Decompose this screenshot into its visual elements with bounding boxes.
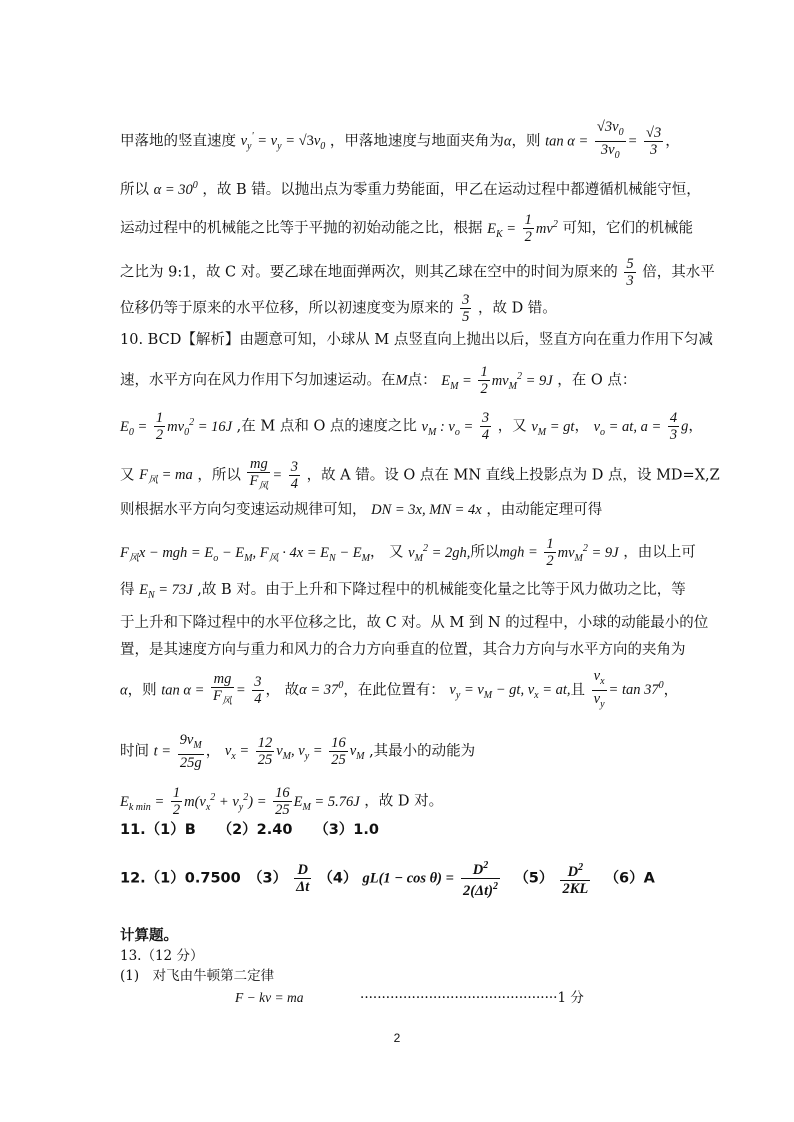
p9-line-2: 所以 $\alpha = 30^0$ ，故 B 错。以抛出点为零重力势能面，甲乙在运动过程中都遵循机械能守恒， <box>120 180 701 198</box>
q13-title: 13.（12 分） <box>120 948 204 964</box>
calc-heading: 计算题。 <box>120 928 178 944</box>
answer-12: 12.（1）0.7500 （3） $\frac{D}{\Delta t}$ （4） gL(1 − cos θ) = $\frac{D^2}{2(\Delta t)^2}$ （5） $\frac{D^2}{2KL}$ （6）A <box>120 860 655 899</box>
q13-equation: F − kv = ma ··············································1 分 <box>235 990 584 1006</box>
p10-line-3: $E_0$ = $\frac{1}{2}$ $mv_0^2 = 16J$ ,在 M 点和 O 点的速度之比 $v_M$ : $v_o$ = $\frac{3}{4}$ ，又 $v_M$ = gt， $v_o$ = at, a = $\frac{4}{3}$ g， <box>120 410 703 443</box>
p10-line-1: 10. BCD【解析】由题意可知，小球从 M 点竖直向上抛出以后，竖直方向在重力作用下匀减 <box>120 332 713 348</box>
answer-11: 11.（1）B （2）2.40 （3）1.0 <box>120 822 379 838</box>
p10-line-9: 置，是其速度方向与重力和风力的合力方向垂直的位置，其合力方向与水平方向的夹角为 <box>120 642 686 658</box>
p10-line-4: 又 $F_风$ = ma ，所以 $\frac{mg}{F_风}$ = $\frac{3}{4}$ ，故 A 错。设 O 点在 MN 直线上投影点为 D 点，设 MD=X,Z <box>120 456 720 492</box>
p9-line-3: 运动过程中的机械能之比等于平抛的初始动能之比，根据 $E_K$ = $\frac{1}{2}$ $mv^2$ 可知，它们的机械能 <box>120 212 693 245</box>
p10-line-5: 则根据水平方向匀变速运动规律可知， DN = 3x, MN = 4x ，由动能定理可得 <box>120 502 603 518</box>
p10-line-2: 速，水平方向在风力作用下匀加速运动。在M点： $E_M$ = $\frac{1}{2}$ $mv_M^2 = 9J$ ，在 O 点： <box>120 364 637 397</box>
q13-part1: (1) 对飞由牛顿第二定律 <box>120 968 275 984</box>
p9-line-5: 位移仍等于原来的水平位移，所以初速度变为原来的 $\frac{3}{5}$ ，故 D 错。 <box>120 292 557 325</box>
p10-line-6: $F_风x$ − mgh = $E_o - E_M$, $F_风 \cdot 4x = E_N - E_M$， 又 $v_M^2 = 2gh$,所以mgh = $\frac{1}{2}$ $mv_M^2 = 9J$ ，由以上可 <box>120 536 696 569</box>
p10-line-10: α，则 tan α = $\frac{mg}{F_风}$ = $\frac{3}{4}$ ， 故$\alpha = 37^0$，在此位置有： $v_y = v_M$ − gt, $v_x$ = at,且 $\frac{v_x}{v_y}$ = $\tan 37^0$， <box>120 668 679 710</box>
p10-line-12: $E_{k min}$ = $\frac{1}{2}$ $m(v_x^2 + v_y^2)$ = $\frac{16}{25}$ $E_M = 5.76J$ ，故 D 对。 <box>120 785 444 818</box>
p10-line-8: 于上升和下降过程中的水平位移之比，故 C 对。从 M 到 N 的过程中，小球的动能最小的位 <box>120 615 709 631</box>
p9-line-1: 甲落地的竖直速度 $v_y' = v_y = √3v_0$ ，甲落地速度与地面夹角为α，则 tan α = $\frac{√3v_0}{3v_0}$ = $\frac{√3}{3}$ ， <box>120 119 680 161</box>
p10-line-7: 得 $E_N = 73J$ ,故 B 对。由于上升和下降过程中的机械能变化量之比等于风力做功之比，等 <box>120 582 686 601</box>
p9-line-4: 之比为 9:1，故 C 对。要乙球在地面弹两次，则其乙球在空中的时间为原来的 $\frac{5}{3}$ 倍，其水平 <box>120 256 715 289</box>
p10-line-11: 时间 t = $\frac{9v_M}{25g}$ ， $v_x$ = $\frac{12}{25}$ $v_M$, $v_y$ = $\frac{16}{25}$ $v_M$ ,其最小的动能为 <box>120 732 476 771</box>
page-number: 2 <box>393 1031 401 1045</box>
